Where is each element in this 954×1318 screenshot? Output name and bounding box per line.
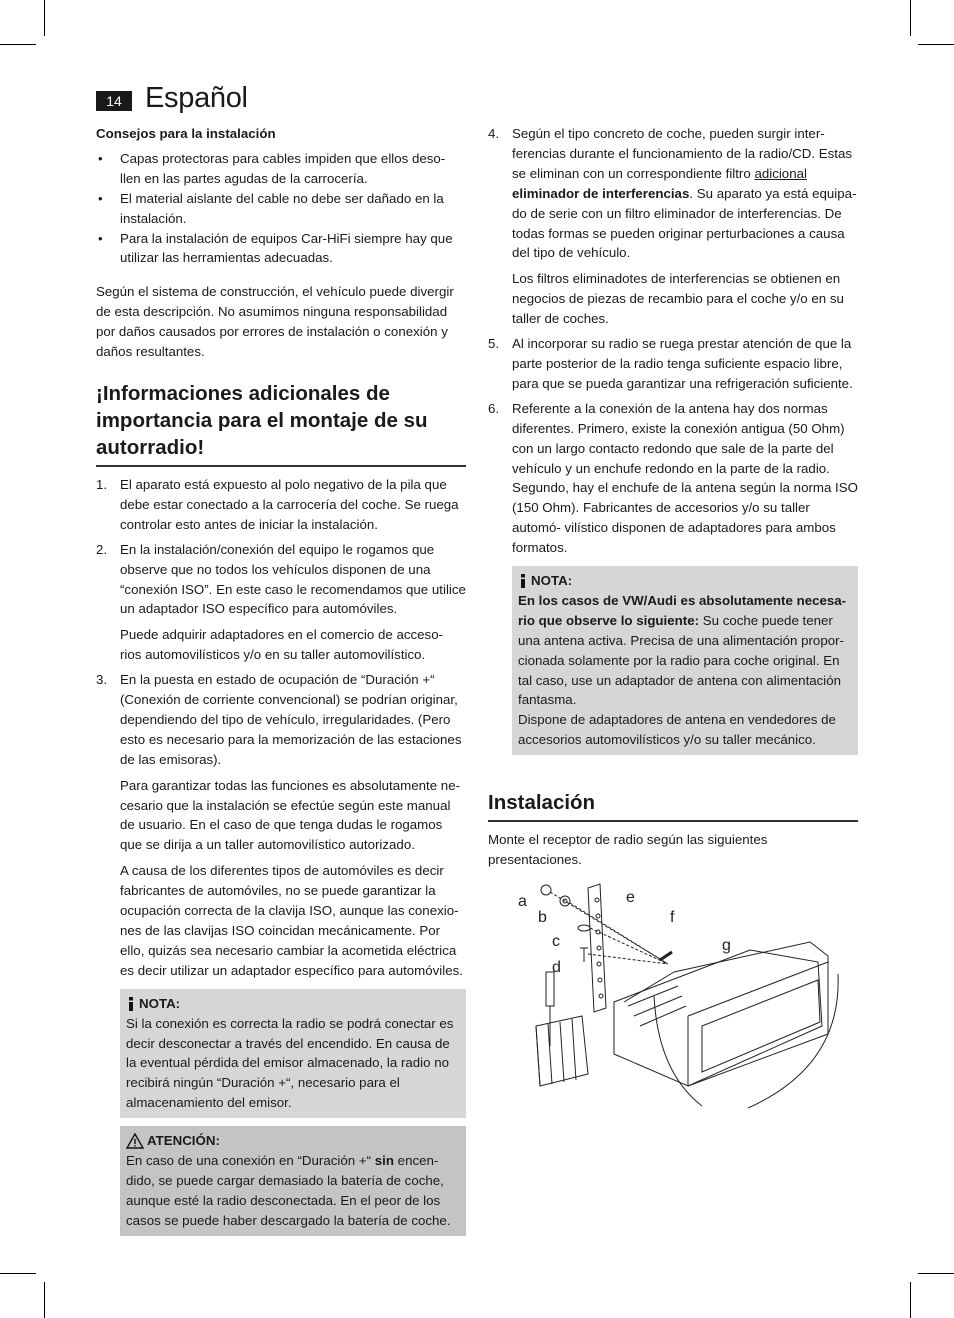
note-title: NOTA: — [139, 995, 181, 1011]
item-text: En la puesta en estado de ocupación de “Duración +“ (Conexión de corriente convencional) se podrían originar, dependiendo del tipo de vehículo, irregularidades. (Pero esto es necesario para la memorización de las estaciones de las emisoras). — [120, 672, 462, 767]
note-title: NOTA: — [531, 573, 573, 589]
list-item — [96, 670, 466, 981]
warning-icon — [126, 1133, 144, 1149]
item-text: Según el tipo concreto de coche, pueden surgir inter- ferencias durante el funcionamiento de la radio/CD. Estas se eliminan con un correspondiente filtro adicional eliminador de interferencias. Su aparato ya está equipa- do de serie con un filtro eliminador de interferencias. De todas formas se pueden originar perturbaciones a causa del tipo de vehículo. — [512, 126, 857, 261]
item-text: El aparato está expuesto al polo negativo de la pila que debe estar conectado a la carrocería del coche. Se ruega controlar esto antes de iniciar la instalación. — [120, 476, 459, 532]
list-item: • El material aislante del cable no debe ser dañado en la instalación. — [96, 189, 466, 229]
numbered-list — [96, 475, 466, 981]
list-item: • Para la instalación de equipos Car-HiFi siempre hay que utilizar las herramientas adecuadas. — [96, 229, 466, 269]
disclaimer-paragraph: Según el sistema de construcción, el vehículo puede divergir de esta descripción. No asumimos ninguna responsabilidad por daños causados por errores de instalación o conexión y daños resultantes. — [96, 284, 454, 360]
installation-diagram — [488, 876, 858, 1112]
figure-label: c — [552, 933, 560, 950]
link-text: adicional — [754, 165, 807, 181]
item-number: 6. — [488, 400, 500, 416]
crop-mark — [918, 44, 954, 45]
list-item — [488, 124, 858, 329]
item-text: Referente a la conexión de la antena hay dos normas diferentes. Primero, existe la conexión antigua (50 Ohm) con un largo contacto redondo que sale de la parte del vehículo y un enchufe redondo en la parte de la radio. Segundo, hay el enchufe de la antena según la norma ISO (150 Ohm). Fabricantes de accesorios y/o su taller automó- vilístico disponen de adaptadores para ambos formatos. — [512, 400, 858, 556]
figure-label: d — [552, 959, 561, 976]
note-text: Si la conexión es correcta la radio se podrá conectar es decir desconectar a través del encendido. En causa de la eventual pérdida del emisor almacenado, la radio no recibirá ningún “Duración +“, necesario para el almacenamiento del emisor. — [126, 1015, 454, 1111]
install-text: Monte el receptor de radio según las siguientes presentaciones. — [488, 832, 768, 868]
item-extra-text: Puede adquirir adaptadores en el comercio de acceso- rios automovilísticos y/o en su taller automovilístico. — [120, 627, 444, 663]
right-column — [488, 124, 858, 1118]
crop-mark — [0, 1273, 36, 1274]
item-text: Al incorporar su radio se ruega prestar atención de que la parte posterior de la radio tenga suficiente espacio libre, para que se pueda garantizar una refrigeración suficiente. — [512, 336, 853, 391]
page-number: 14 — [96, 91, 132, 111]
item-number: 2. — [96, 541, 108, 557]
list-item — [488, 334, 858, 394]
warning-box — [120, 1126, 466, 1236]
numbered-list — [488, 124, 858, 558]
item-text: En la instalación/conexión del equipo le rogamos que observe que no todos los vehículos disponen de una “conexión ISO”. En este caso le recomendamos que utilice un adaptador ISO específico para automóviles. — [120, 541, 466, 617]
item-extra-text: Los filtros eliminadotes de interferencias se obtienen en negocios de piezas de recambio para el coche y/o en su taller de coches. — [512, 271, 844, 327]
item-number: 3. — [96, 672, 108, 688]
crop-mark — [44, 0, 45, 36]
crop-mark — [44, 1282, 45, 1318]
item-extra-text: A causa de los diferentes tipos de automóviles es decir fabricantes de automóviles, no se puede garantizar la ocupación correcta de la clavija ISO, aunque las conexio- nes de las clavijas ISO coincidan mecánicamente. Por ello, quizás sea necesario cambiar la acometida eléctrica es decir utilizar un adaptador específico para automóviles. — [120, 863, 463, 978]
crop-mark — [0, 44, 36, 45]
install-heading: Instalación — [488, 789, 858, 822]
section-heading: ¡Informaciones adicionales de importancia para el montaje de su autorradio! — [96, 380, 466, 467]
crop-mark — [918, 1273, 954, 1274]
item-number: 1. — [96, 476, 108, 492]
note-text: Dispone de adaptadores de antena en vendedores de accesorios automovilísticos y/o su taller mecánico. — [518, 712, 836, 748]
list-item — [488, 399, 858, 558]
tips-list — [96, 149, 466, 268]
list-item: • Capas protectoras para cables impiden que ellos deso- llen en las partes agudas de la carrocería. — [96, 149, 466, 189]
left-column — [96, 124, 466, 1242]
item-number: 4. — [488, 126, 500, 141]
figure-label: e — [626, 889, 635, 906]
note-box — [512, 566, 858, 755]
item-extra-text: Para garantizar todas las funciones es absolutamente ne- cesario que la instalación se efectúe según este manual de usuario. En el caso de que tenga dudas le rogamos que se dirija a un taller automovilístico autorizado. — [120, 777, 461, 853]
note-box — [120, 989, 466, 1118]
figure-label: g — [722, 937, 731, 954]
item-number: 5. — [488, 336, 500, 352]
figure-label: b — [538, 909, 547, 926]
installation-figure — [488, 876, 858, 1118]
crop-mark — [910, 0, 911, 36]
figure-label: a — [518, 893, 527, 910]
info-icon — [126, 997, 136, 1011]
crop-mark — [910, 1282, 911, 1318]
page-title: Español — [145, 82, 248, 114]
warning-text: En caso de una conexión en “Duración +“ sin encen- dido, se puede cargar demasiado la batería de coche, aunque esté la radio desconectada. En el peor de los casos se puede haber descargado la batería de coche. — [126, 1153, 451, 1228]
figure-label: f — [670, 909, 675, 926]
tips-heading: Consejos para la instalación — [96, 126, 276, 141]
note-text: En los casos de VW/Audi es absolutamente necesa- rio que observe lo siguiente: Su coche puede tener una antena activa. Precisa de una alimentación propor- cionada solamente por la radio para coche original. En tal caso, use un adaptador de antena con alimentación fantasma. — [518, 592, 847, 708]
list-item — [96, 475, 466, 535]
info-icon — [518, 574, 528, 588]
list-item — [96, 540, 466, 665]
warning-title: ATENCIÓN: — [147, 1133, 220, 1149]
